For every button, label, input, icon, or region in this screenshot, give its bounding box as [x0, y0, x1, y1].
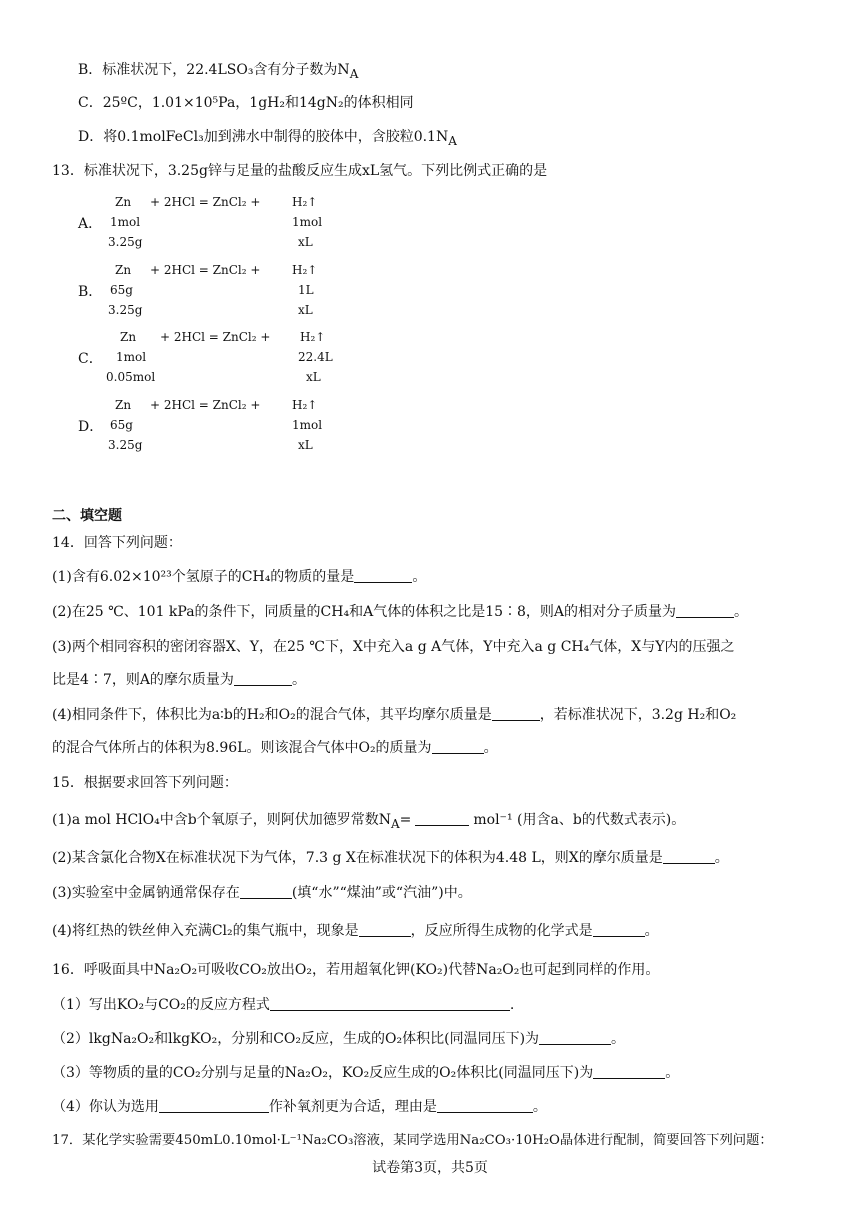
q12-option-c: C．25ºC，1.01×10⁵Pa，1gH₂和14gN₂的体积相同: [78, 95, 414, 111]
q17-stem: 17．某化学实验需要450mL0.10mol·L⁻¹Na₂CO₃溶液，某同学选用Na₂CO₃·10H₂O晶体进行配制，简要回答下列问题：: [52, 1133, 773, 1148]
q13-option-b-label: B．: [78, 284, 103, 300]
q15-part-3: (3)实验室中金属钠通常保存在 (填“水”“煤油”或“汽油”)中。: [52, 885, 472, 901]
q12-option-b: B．标准状况下，22.4LSO₃含有分子数为$N_A$: [78, 62, 359, 81]
q14-stem: 14．回答下列问题：: [52, 535, 182, 551]
q13-a-eq: + 2HCl = ZnCl₂ +: [150, 195, 261, 209]
q13-a-r1b: 1mol: [292, 215, 323, 229]
q13-d-r2b: xL: [298, 438, 313, 452]
q13-option-c-label: C．: [78, 351, 103, 367]
q13-stem: 13．标准状况下，3.25g锌与足量的盐酸反应生成xL氢气。下列比例式正确的是: [52, 163, 548, 179]
q16-part-2: （2）lkgNa₂O₂和lkgKO₂，分别和CO₂反应，生成的O₂体积比(同温同压下)为 。: [52, 1031, 626, 1047]
q13-c-r2a: 0.05mol: [106, 370, 156, 384]
answer-blank[interactable]: [234, 671, 292, 686]
q13-d-eq: + 2HCl = ZnCl₂ +: [150, 398, 261, 412]
q13-b-r1b: 1L: [298, 283, 314, 297]
q16-stem: 16．呼吸面具中Na₂O₂可吸收CO₂放出O₂，若用超氧化钾(KO₂)代替Na₂O₂也可起到同样的作用。: [52, 962, 660, 978]
q16-part-1: （1）写出KO₂与CO₂的反应方程式 .: [52, 997, 515, 1013]
answer-blank[interactable]: [270, 996, 510, 1011]
q14-part-3-line-1: (3)两个相同容积的密闭容器X、Y，在25 ℃下，X中充入a g A气体，Y中充入a g CH₄气体，X与Y内的压强之: [52, 639, 735, 655]
answer-blank[interactable]: [676, 603, 734, 618]
q13-b-r2a: 3.25g: [108, 303, 143, 317]
q13-a-r1a: 1mol: [110, 215, 141, 229]
q13-c-zn: Zn: [120, 330, 137, 344]
q13-d-r1b: 1mol: [292, 418, 323, 432]
q15-part-1: (1)a mol HClO₄中含b个氧原子，则阿伏加德罗常数$N_A= mol^{-1}$ (用含a、b的代数式表示)。: [52, 812, 686, 831]
q13-option-a-label: A．: [78, 216, 103, 232]
q13-b-r2b: xL: [298, 303, 313, 317]
q15-part-4: (4)将红热的铁丝伸入充满Cl₂的集气瓶中，现象是 ，反应所得生成物的化学式是 。: [52, 923, 659, 939]
q13-d-r2a: 3.25g: [108, 438, 143, 452]
answer-blank[interactable]: [432, 739, 484, 754]
q14-part-4-line-2: 的混合气体所占的体积为8.96L。则该混合气体中O₂的质量为 。: [52, 740, 498, 756]
answer-blank[interactable]: [415, 811, 469, 826]
answer-blank[interactable]: [539, 1030, 611, 1045]
answer-blank[interactable]: [159, 1098, 269, 1113]
answer-blank[interactable]: [492, 706, 540, 721]
q13-b-zn: Zn: [115, 263, 132, 277]
answer-blank[interactable]: [437, 1098, 533, 1113]
q14-part-2: (2)在25 ℃、101 kPa的条件下，同质量的CH₄和A气体的体积之比是15∶8，则A的相对分子质量为 。: [52, 604, 749, 620]
q13-c-r2b: xL: [306, 370, 321, 384]
q13-a-h2: H₂↑: [292, 195, 318, 209]
q13-c-h2: H₂↑: [300, 330, 326, 344]
q13-d-zn: Zn: [115, 398, 132, 412]
q13-a-zn: Zn: [115, 195, 132, 209]
q13-c-r1a: 1mol: [116, 350, 147, 364]
answer-blank[interactable]: [354, 568, 412, 583]
q13-d-h2: H₂↑: [292, 398, 318, 412]
q13-b-r1a: 65g: [110, 283, 133, 297]
q13-a-r2a: 3.25g: [108, 235, 143, 249]
q16-part-4: （4）你认为选用 作补氧剂更为合适，理由是 。: [52, 1099, 547, 1115]
q15-part-2: (2)某含氯化合物X在标准状况下为气体，7.3 g X在标准状况下的体积为4.48 L，则X的摩尔质量是 。: [52, 850, 729, 866]
q13-b-h2: H₂↑: [292, 263, 318, 277]
q16-part-3: （3）等物质的量的CO₂分别与足量的Na₂O₂，KO₂反应生成的O₂体积比(同温同压下)为 。: [52, 1065, 680, 1081]
q13-c-eq: + 2HCl = ZnCl₂ +: [160, 330, 271, 344]
answer-blank[interactable]: [593, 922, 645, 937]
answer-blank[interactable]: [240, 884, 292, 899]
answer-blank[interactable]: [359, 922, 411, 937]
page-footer: 试卷第3页，共5页: [372, 1160, 488, 1176]
q14-part-4-line-1: (4)相同条件下，体积比为a∶b的H₂和O₂的混合气体，其平均摩尔质量是 ，若标准状况下，3.2g H₂和O₂: [52, 707, 737, 723]
q15-stem: 15．根据要求回答下列问题：: [52, 775, 238, 791]
answer-blank[interactable]: [593, 1064, 665, 1079]
section-heading-fill-blank: 二、填空题: [52, 508, 122, 524]
answer-blank[interactable]: [663, 849, 715, 864]
q13-c-r1b: 22.4L: [298, 350, 333, 364]
q12-option-d: D．将0.1molFeCl₃加到沸水中制得的胶体中，含胶粒$0.1N_A$: [78, 129, 457, 148]
q13-b-eq: + 2HCl = ZnCl₂ +: [150, 263, 261, 277]
q13-d-r1a: 65g: [110, 418, 133, 432]
q13-option-d-label: D．: [78, 419, 104, 435]
q14-part-1: (1)含有6.02×10²³个氢原子的CH₄的物质的量是 。: [52, 569, 427, 585]
q14-part-3-line-2: 比是4∶7，则A的摩尔质量为 。: [52, 672, 306, 688]
q13-a-r2b: xL: [298, 235, 313, 249]
